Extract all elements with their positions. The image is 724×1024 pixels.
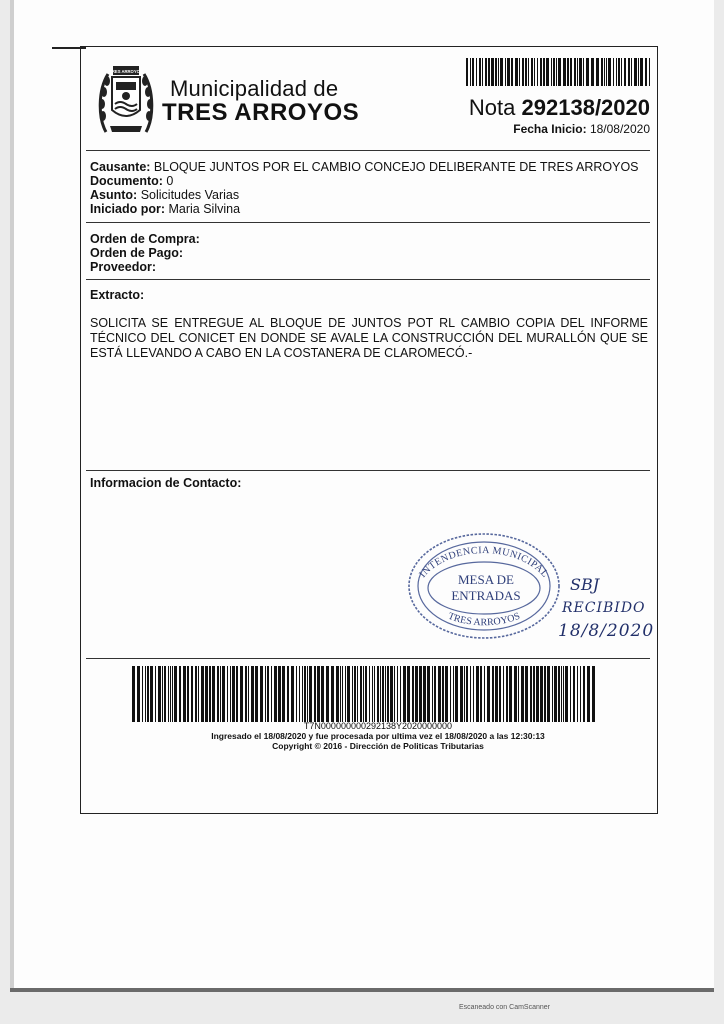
ingresado-text: Ingresado el 18/08/2020 y fue procesada por ultima vez el 18/08/2020 a las 12:30:13 (211, 731, 545, 741)
divider (86, 150, 650, 151)
orden-compra-row: Orden de Compra: (90, 232, 200, 246)
footer-barcode (132, 666, 598, 722)
municipal-crest-logo (96, 60, 156, 140)
svg-text:TRES ARROYOS: TRES ARROYOS (109, 69, 143, 74)
copyright-text: Copyright © 2016 - Dirección de Politicas Tributarias (272, 741, 484, 751)
svg-text:INTENDENCIA MUNICIPAL: INTENDENCIA MUNICIPAL (417, 545, 551, 580)
svg-text:18/8/2020: 18/8/2020 (558, 621, 655, 641)
contacto-label: Informacion de Contacto: (90, 476, 242, 490)
barcode-number: T7N000000000292138Y2020000000 (303, 721, 453, 731)
scanner-watermark: Escaneado con CamScanner (458, 1004, 550, 1011)
proveedor-row: Proveedor: (90, 260, 156, 274)
svg-text:MESA DE: MESA DE (458, 572, 514, 587)
nota-number: Nota 292138/2020 (468, 95, 650, 120)
sheet-bottom-edge (10, 988, 714, 992)
org-name-line1: Municipalidad de (170, 76, 339, 101)
svg-text:TRES ARROYOS: TRES ARROYOS (446, 610, 522, 629)
fecha-inicio: Fecha Inicio: 18/08/2020 (513, 122, 650, 136)
divider (86, 279, 650, 280)
orden-pago-row: Orden de Pago: (90, 246, 184, 260)
divider (86, 222, 650, 223)
extracto-text: SOLICITA SE ENTREGUE AL BLOQUE DE JUNTOS POT RL CAMBIO COPIA DEL INFORME TÉCNICO DEL CONICET EN DONDE SE AVALE LA CONSTRUCCIÓN DEL MURALLÓN QUE SE ESTÁ LLEVANDO A CABO EN LA COSTANERA DE CLAROMECÓ.- (90, 316, 648, 360)
documento-row: Documento: 0 (90, 174, 174, 188)
divider (86, 658, 650, 659)
divider (86, 470, 650, 471)
sheet-edge-shadow (10, 0, 14, 990)
iniciado-row: Iniciado por: Maria Silvina (90, 202, 241, 216)
mesa-de-entradas-stamp (404, 528, 564, 640)
handwritten-received-note (548, 572, 668, 646)
causante-row: Causante: BLOQUE JUNTOS POR EL CAMBIO CONCEJO DELIBERANTE DE TRES ARROYOS (90, 160, 639, 174)
extracto-label: Extracto: (90, 288, 145, 302)
header-barcode (466, 58, 650, 86)
svg-text:SBJ: SBJ (570, 575, 600, 594)
svg-text:RECIBIDO: RECIBIDO (562, 600, 646, 616)
svg-text:ENTRADAS: ENTRADAS (451, 588, 521, 603)
asunto-row: Asunto: Solicitudes Varias (90, 188, 240, 202)
org-name-line2: TRES ARROYOS (162, 99, 360, 126)
